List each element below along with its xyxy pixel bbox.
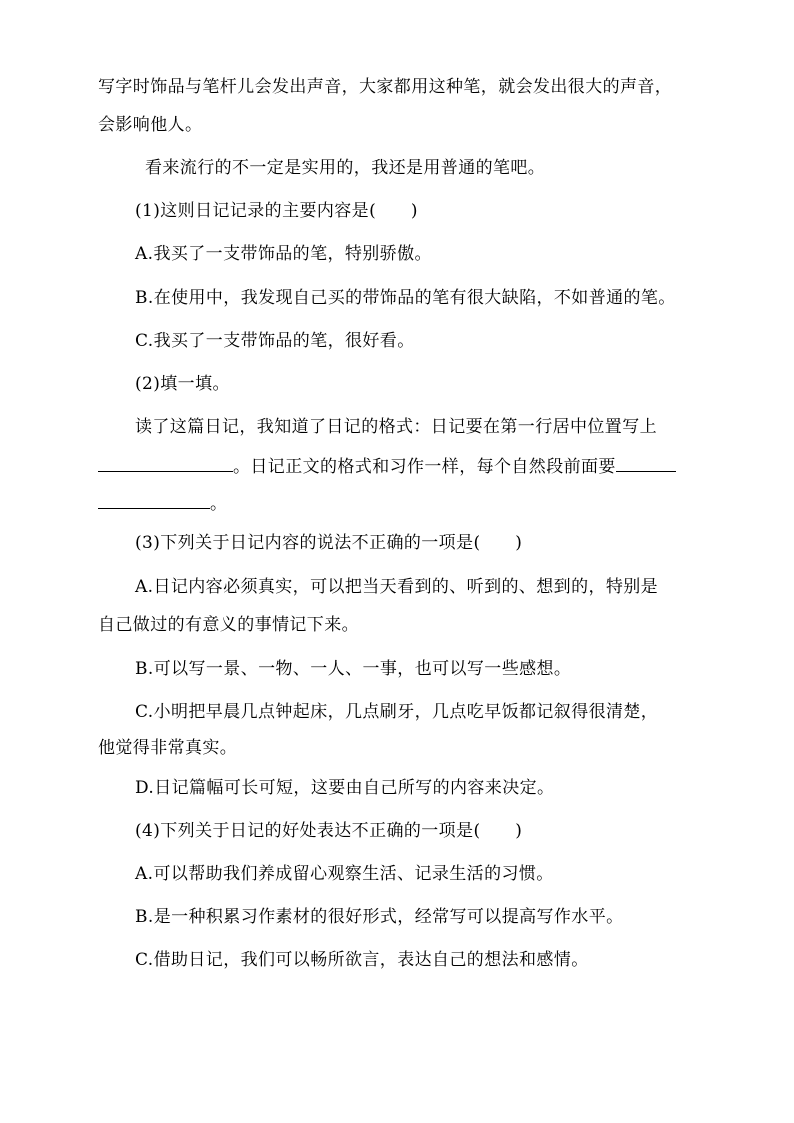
question-1-option-a: A.我买了一支带饰品的笔，特别骄傲。 (135, 244, 432, 264)
question-2-stem: (2)填一填。 (135, 374, 230, 394)
question-2-line-2 (98, 455, 676, 478)
question-2-line-3 (98, 492, 227, 515)
passage-line-3: 看来流行的不一定是实用的，我还是用普通的笔吧。 (145, 158, 546, 178)
question-2-mid-text: 。日记正文的格式和习作一样，每个自然段前面要 (233, 457, 616, 477)
fill-blank-2a[interactable] (616, 455, 676, 472)
question-4-option-a: A.可以帮助我们养成留心观察生活、记录生活的习惯。 (135, 864, 554, 884)
question-2-line-1: 读了这篇日记，我知道了日记的格式：日记要在第一行居中位置写上 (135, 417, 657, 437)
passage-line-2: 会影响他人。 (98, 115, 203, 135)
question-3-option-b: B.可以写一景、一物、一人、一事，也可以写一些感想。 (135, 659, 572, 679)
passage-line-1: 写字时饰品与笔杆儿会发出声音，大家都用这种笔，就会发出很大的声音， (98, 77, 673, 97)
question-3-option-c-line-1: C.小明把早晨几点钟起床，几点刷牙，几点吃早饭都记叙得很清楚， (135, 702, 659, 722)
question-3-option-a-line-2: 自己做过的有意义的事情记下来。 (98, 615, 359, 635)
question-3-option-a-line-1: A.日记内容必须真实，可以把当天看到的、听到的、想到的，特别是 (135, 577, 659, 597)
question-3-option-c-line-2: 他觉得非常真实。 (98, 738, 238, 758)
question-4-option-c: C.借助日记，我们可以畅所欲言，表达自己的想法和感情。 (135, 950, 589, 970)
question-3-option-d: D.日记篇幅可长可短，这要由自己所写的内容来决定。 (135, 778, 555, 798)
question-1-option-c: C.我买了一支带饰品的笔，很好看。 (135, 331, 415, 351)
question-1-stem: (1)这则日记记录的主要内容是( ) (135, 201, 418, 221)
question-3-stem: (3)下列关于日记内容的说法不正确的一项是( ) (135, 533, 523, 553)
question-2-end-text: 。 (210, 494, 228, 514)
question-4-option-b: B.是一种积累习作素材的很好形式，经常写可以提高写作水平。 (135, 907, 624, 927)
fill-blank-1[interactable] (98, 455, 233, 472)
question-4-stem: (4)下列关于日记的好处表达不正确的一项是( ) (135, 821, 523, 841)
fill-blank-2b[interactable] (98, 492, 210, 509)
question-1-option-b: B.在使用中，我发现自己买的带饰品的笔有很大缺陷，不如普通的笔。 (135, 288, 676, 308)
